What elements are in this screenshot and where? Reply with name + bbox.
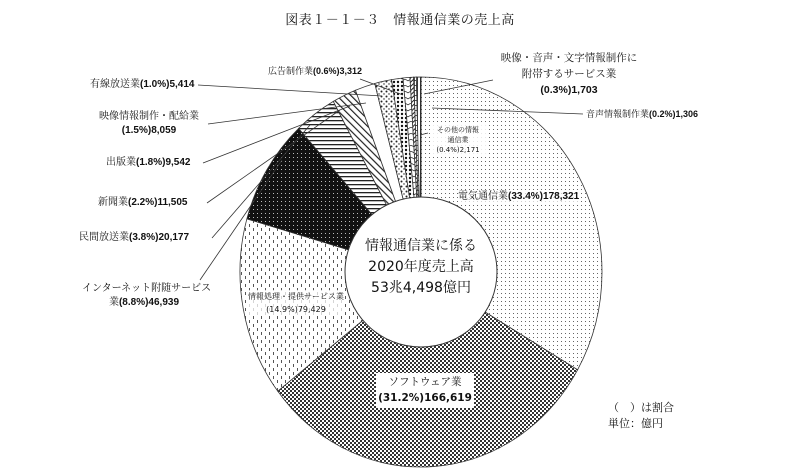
label-joho (248, 290, 344, 316)
label-eizo (92, 110, 206, 138)
center-line-3: 53兆4,498億円 (371, 280, 471, 296)
label-shinbun-name: 新聞業 (98, 197, 128, 208)
chart-title: 図表１－１－３ 情報通信業の売上高 (285, 13, 515, 28)
label-onsei-value: (0.2%)1,306 (649, 109, 699, 119)
label-minkan-value: (3.8%)20,177 (129, 232, 190, 243)
label-kokoku-value: (0.6%)3,312 (313, 66, 363, 76)
label-denki (458, 190, 579, 204)
label-denki-value: (33.4%)178,321 (508, 191, 580, 202)
center-line-2: 2020年度売上高 (368, 259, 474, 275)
label-onsei-name: 音声情報制作業 (586, 110, 650, 120)
label-shuppan (106, 156, 190, 170)
center-line-1: 情報通信業に係る (365, 238, 477, 254)
label-software-value: (31.2%)166,619 (378, 392, 472, 404)
label-sonota-name2: 通信業 (447, 136, 469, 144)
label-sonota (430, 125, 486, 155)
label-minkan (79, 231, 189, 245)
label-onsei (586, 107, 698, 122)
label-yusen-value: (1.0%)5,414 (140, 79, 195, 90)
label-internet-name: インターネット附随サービス (82, 283, 212, 294)
label-shinbun (98, 196, 188, 210)
center-total-label (346, 236, 496, 299)
label-eizo-name: 映像情報制作・配給業 (99, 111, 199, 122)
label-joho-value: (14.9%)79,429 (266, 305, 326, 314)
label-futai-name1: 映像・音声・文字情報制作に (500, 52, 638, 64)
label-shuppan-value: (1.8%)9,542 (136, 157, 191, 168)
label-denki-name: 電気通信業 (458, 191, 508, 202)
label-internet-name2: 業 (108, 297, 119, 308)
label-sonota-name1: その他の情報 (437, 126, 479, 134)
chart-note (608, 400, 674, 432)
label-internet (82, 282, 212, 310)
label-shinbun-value: (2.2%)11,505 (128, 197, 188, 208)
label-futai-value: (0.3%)1,703 (540, 84, 598, 96)
label-minkan-name: 民間放送業 (79, 232, 129, 243)
note-ratio: （ ）は割合 (608, 401, 674, 414)
label-eizo-value: (1.5%)8,059 (121, 125, 177, 136)
label-yusen (90, 78, 194, 92)
label-futai-name2: 附帯するサービス業 (521, 68, 617, 80)
label-kokoku-name: 広告制作業 (268, 67, 314, 77)
label-sonota-value: (0.4%)2,171 (436, 146, 480, 154)
label-internet-value: (8.8%)46,939 (118, 297, 180, 308)
label-kokoku (268, 64, 362, 79)
label-software (376, 373, 474, 408)
label-futai (480, 50, 658, 98)
label-joho-name: 情報処理・提供サービス業 (248, 292, 344, 301)
label-shuppan-name: 出版業 (106, 157, 136, 168)
label-software-name: ソフトウェア業 (388, 376, 462, 388)
note-unit: 単位：億円 (608, 417, 663, 430)
label-yusen-name: 有線放送業 (90, 79, 140, 90)
